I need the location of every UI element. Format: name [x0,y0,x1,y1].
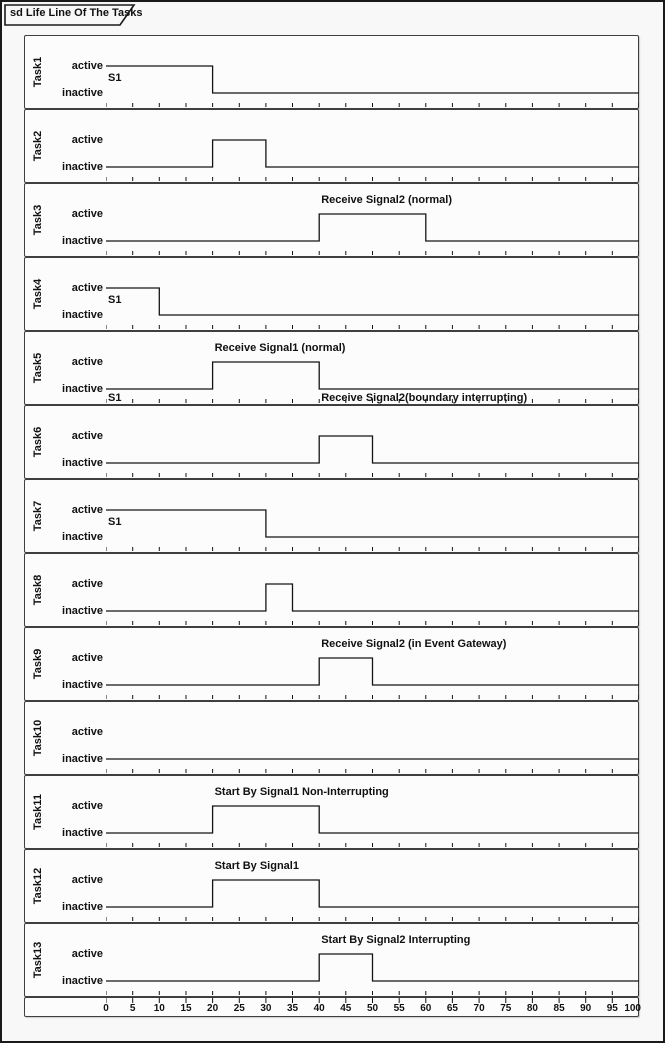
waveform [106,406,639,478]
waveform-line [106,288,639,315]
task-name-label: Task3 [32,204,44,236]
task-row [24,331,639,405]
axis-tick-label: 90 [580,1003,592,1014]
annotation-label: Start By Signal2 Interrupting [321,934,471,946]
task-name-label: Task4 [32,278,44,310]
waveform [106,110,639,182]
state-label-active: active [71,356,103,368]
waveform [106,258,639,330]
axis-tick-label: 5 [129,1003,136,1014]
row-tick-marks [106,621,639,625]
row-tick-marks [106,917,639,921]
state-label-inactive: inactive [62,87,103,99]
waveform-line [106,658,639,685]
annotation-label: S1 [108,294,122,306]
state-label-inactive: inactive [62,605,103,617]
axis-tick-label: 35 [286,1003,299,1014]
task-name-label: Task8 [32,574,44,606]
state-label-inactive: inactive [62,975,103,987]
row-tick-marks [106,695,639,699]
task-name-label: Task13 [32,941,44,979]
state-label-active: active [71,282,103,294]
time-axis [24,997,639,1017]
waveform [106,36,639,108]
axis-tick-label: 10 [153,1003,165,1014]
annotation-label: S1 [108,516,122,528]
axis-tick-label: 30 [260,1003,272,1014]
task-row [24,627,639,701]
state-label-inactive: inactive [62,753,103,765]
task-row [24,183,639,257]
axis-tick-label: 85 [553,1003,565,1014]
state-label-inactive: inactive [62,901,103,913]
task-name-label: Task5 [32,352,44,384]
state-label-active: active [71,504,103,516]
diagram-title: sd Life Line Of The Tasks [10,7,143,19]
row-tick-marks [106,843,639,847]
timing-diagram [24,35,639,1017]
annotation-label: S1 [108,72,122,84]
state-label-active: active [71,578,103,590]
task-row [24,405,639,479]
task-name-label: Task12 [32,867,44,905]
waveform-line [106,954,639,981]
task-row [24,849,639,923]
state-label-inactive: inactive [62,457,103,469]
task-name-label: Task1 [32,56,44,88]
row-tick-marks [106,177,639,181]
row-tick-marks [106,991,639,995]
waveform-line [106,214,639,241]
waveform-line [106,436,639,463]
task-name-label: Task11 [32,794,44,830]
annotation-label: Receive Signal2(boundary interrupting) [321,392,528,404]
state-label-active: active [71,60,103,72]
state-label-inactive: inactive [62,161,103,173]
state-label-active: active [71,134,103,146]
axis-tick-label: 55 [393,1003,405,1014]
axis-tick-label: 95 [606,1003,618,1014]
waveform [106,554,639,626]
annotation-label: Receive Signal2 (in Event Gateway) [321,638,507,650]
state-label-inactive: inactive [62,679,103,691]
task-name-label: Task7 [32,500,44,532]
frame-title-tab [4,4,143,26]
waveform-line [106,362,639,389]
waveform [106,850,639,922]
task-name-label: Task9 [32,648,44,680]
annotation-label: Start By Signal1 Non-Interrupting [214,786,389,798]
row-tick-marks [106,547,639,551]
state-label-active: active [71,208,103,220]
annotation-label: Receive Signal1 (normal) [214,342,346,354]
axis-tick-label: 0 [103,1003,109,1014]
axis-tick-label: 40 [313,1003,325,1014]
axis-tick-label: 100 [624,1003,641,1014]
task-row [24,257,639,331]
annotation-label: Start By Signal1 [214,860,299,872]
axis-tick-label: 25 [233,1003,245,1014]
waveform-line [106,140,639,167]
task-row [24,701,639,775]
row-tick-marks [106,103,639,107]
state-label-active: active [71,430,103,442]
task-row [24,775,639,849]
annotation-label: Receive Signal2 (normal) [321,194,453,206]
task-row [24,35,639,109]
waveform [106,480,639,552]
row-tick-marks [106,473,639,477]
task-name-label: Task6 [32,426,44,458]
waveform-line [106,880,639,907]
row-tick-marks [106,325,639,329]
axis-tick-label: 15 [180,1003,192,1014]
state-label-inactive: inactive [62,235,103,247]
waveform-line [106,584,639,611]
state-label-inactive: inactive [62,309,103,321]
axis-tick-label: 75 [500,1003,512,1014]
axis-tick-label: 20 [207,1003,219,1014]
axis-tick-label: 60 [420,1003,432,1014]
state-label-active: active [71,948,103,960]
axis-tick-label: 65 [446,1003,458,1014]
task-row [24,923,639,997]
state-label-active: active [71,874,103,886]
task-name-label: Task2 [32,130,44,162]
task-row [24,109,639,183]
annotation-label: S1 [108,392,122,404]
task-row [24,553,639,627]
state-label-active: active [71,652,103,664]
waveform-line [106,806,639,833]
waveform-line [106,510,639,537]
axis-tick-label: 80 [526,1003,538,1014]
axis-tick-label: 45 [340,1003,352,1014]
state-label-inactive: inactive [62,827,103,839]
task-name-label: Task10 [32,719,44,757]
row-tick-marks [106,769,639,773]
state-label-active: active [71,726,103,738]
axis-tick-label: 50 [366,1003,379,1014]
state-label-active: active [71,800,103,812]
row-tick-marks [106,251,639,255]
waveform-line [106,66,639,93]
task-row [24,479,639,553]
state-label-inactive: inactive [62,383,103,395]
waveform [106,702,639,774]
axis-tick-label: 70 [473,1003,485,1014]
state-label-inactive: inactive [62,531,103,543]
